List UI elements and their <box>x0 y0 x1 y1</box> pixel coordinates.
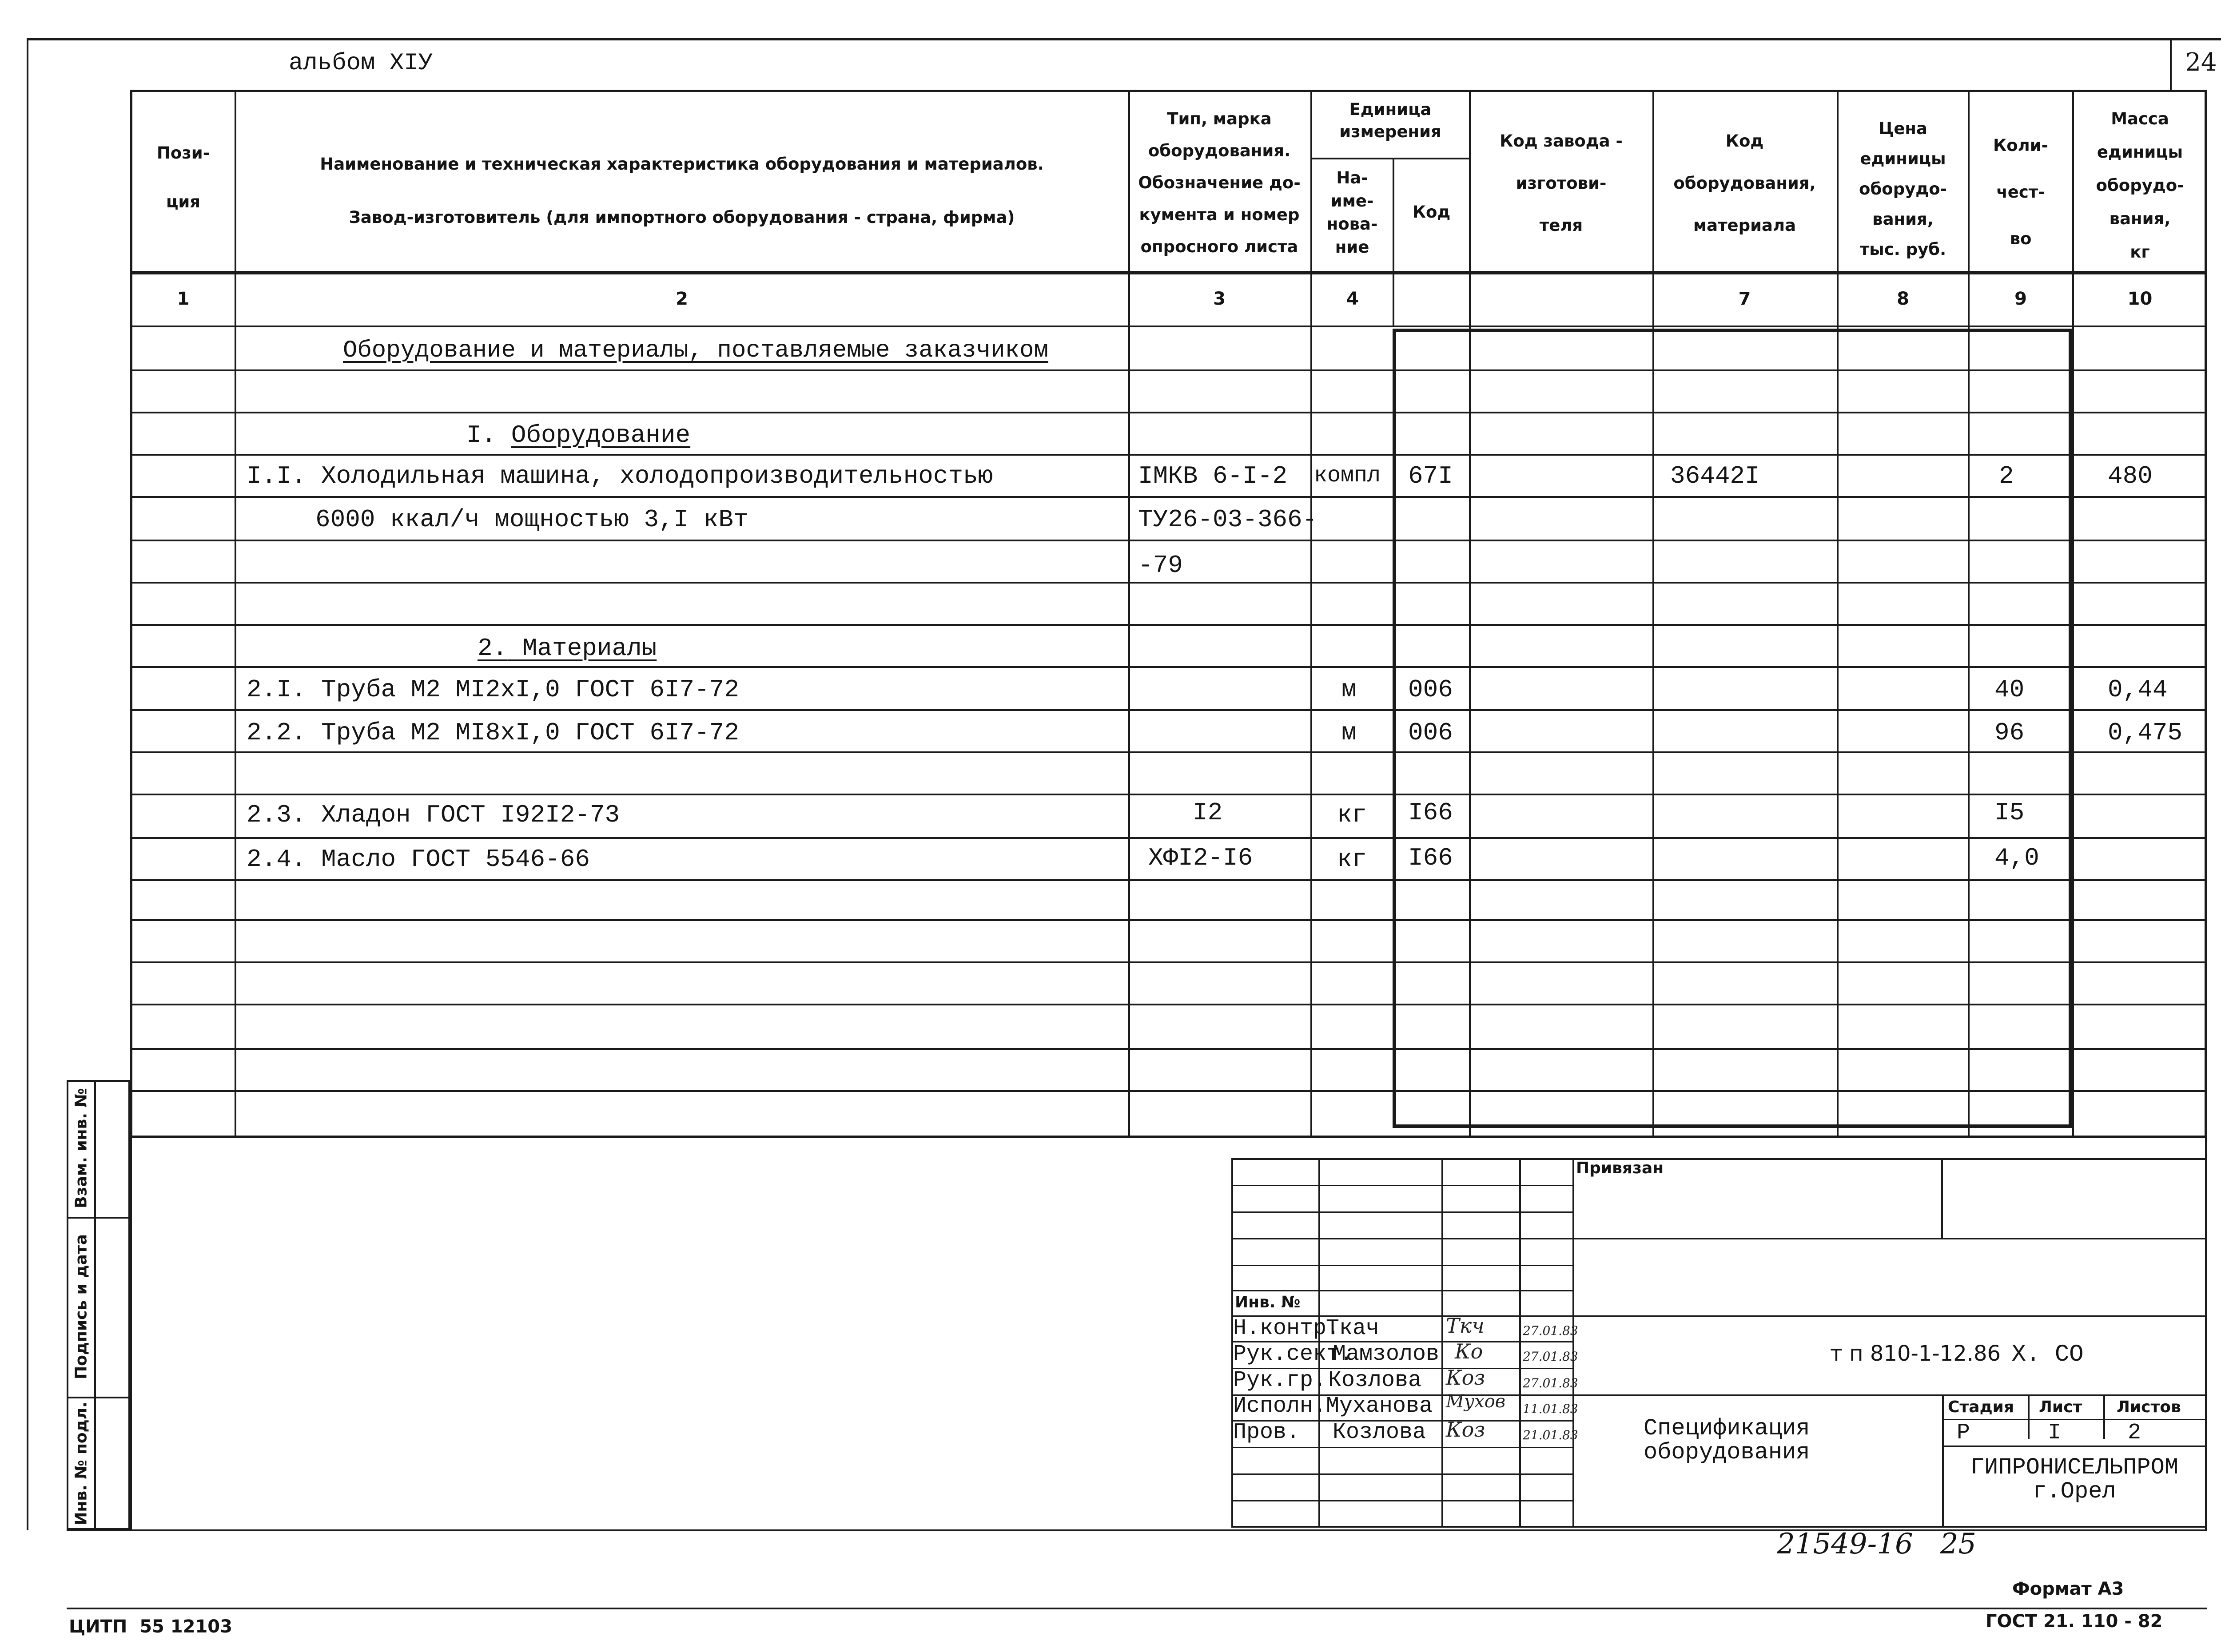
hdr-unit-name: На- име- нова- ние <box>1326 168 1378 257</box>
date-2: 27.01.83 <box>1523 1349 1578 1364</box>
name-4: Муханова <box>1326 1394 1433 1419</box>
sign-3: Коз <box>1446 1366 1485 1390</box>
name-1: Ткач <box>1326 1316 1380 1341</box>
r1b-type: ТУ26-03-366- <box>1138 505 1317 534</box>
r1-mass: 480 <box>2108 462 2153 490</box>
row-line <box>130 837 2207 839</box>
r5-unit: кг <box>1337 845 1367 874</box>
date-5: 21.01.83 <box>1523 1428 1578 1442</box>
hdr-type: Тип, марка оборудования. Обозначение до- кумента и номер опросного листа <box>1138 109 1301 256</box>
col-line-2 <box>235 90 236 1138</box>
row-line <box>130 582 2207 584</box>
sign-5: Коз <box>1446 1418 1485 1442</box>
r4-name: 2.3. Хладон ГОСТ I92I2-73 <box>247 801 620 829</box>
r3-mass: 0,475 <box>2108 719 2183 747</box>
colnum-1: 1 <box>177 289 190 309</box>
r3-name: 2.2. Труба М2 МI8хI,0 ГОСТ 6I7-72 <box>247 719 739 747</box>
col-line-4 <box>1310 90 1312 1138</box>
tb-row <box>1231 1500 1572 1501</box>
sign-1: Ткч <box>1446 1314 1485 1338</box>
name-5: Козлова <box>1333 1420 1426 1445</box>
colnum-9: 9 <box>2014 289 2027 309</box>
hdr-name: Наименование и техническая характеристика оборудования и материалов. Завод-изготовитель (для импортного оборудования - страна, фирма) <box>320 155 1044 227</box>
sheet-label: Лист <box>2039 1398 2082 1416</box>
tb-row <box>1231 1473 1572 1475</box>
tb-bottom <box>1231 1526 2207 1528</box>
row-line <box>130 1004 2207 1005</box>
colnum-bottom-line <box>130 326 2207 327</box>
bottom-rule <box>67 1608 2207 1609</box>
tb-row <box>1942 1419 2207 1420</box>
sheets-value: 2 <box>2128 1420 2141 1446</box>
row-line <box>130 454 2207 456</box>
row-line <box>130 1048 2207 1050</box>
r2-qty: 40 <box>1994 675 2025 704</box>
r5-name: 2.4. Масло ГОСТ 5546-66 <box>247 845 590 874</box>
sheets-label: Листов <box>2117 1398 2181 1416</box>
side-label-2: Подпись и дата <box>72 1234 91 1379</box>
r1-qty: 2 <box>1999 462 2014 490</box>
date-3: 27.01.83 <box>1523 1376 1578 1390</box>
date-4: 11.01.83 <box>1523 1402 1578 1416</box>
r3-qty: 96 <box>1994 719 2025 747</box>
role-1: Н.контр. <box>1233 1316 1340 1341</box>
row-line <box>130 369 2207 371</box>
r2-unit: м <box>1341 675 1357 704</box>
row-line <box>130 919 2207 921</box>
colnum-8: 8 <box>1897 289 1909 309</box>
format-label: Формат А3 <box>2012 1579 2124 1599</box>
outer-left <box>27 38 28 1530</box>
row-line <box>130 879 2207 881</box>
tb-row <box>1231 1447 1572 1448</box>
doc-code: т п 810-1-12.86 Х. СО <box>1830 1341 2084 1368</box>
role-2: Рук.сект. <box>1233 1342 1353 1367</box>
r1b-name: 6000 ккал/ч мощностью 3,I кВт <box>315 505 748 534</box>
r1-code: 67I <box>1408 462 1453 490</box>
sign-4: Мухов <box>1446 1391 1506 1412</box>
hdr-unit: Единица измерения <box>1339 100 1441 141</box>
tb-row <box>1231 1290 1572 1291</box>
r1-name: I.I. Холодильная машина, холодопроизводительностью <box>247 462 993 490</box>
role-4: Исполн. <box>1233 1394 1327 1419</box>
colnum-10: 10 <box>2127 289 2153 309</box>
tb-v6 <box>1942 1394 1944 1528</box>
r5-qty: 4,0 <box>1994 844 2039 872</box>
sheet-value: I <box>2048 1420 2062 1446</box>
hdr-unit-code: Код <box>1412 203 1451 222</box>
tb-row <box>1231 1211 1572 1213</box>
tb-v8 <box>2103 1394 2105 1439</box>
header-bottom-line <box>130 271 2207 274</box>
row-line <box>130 496 2207 498</box>
r4-code: I66 <box>1408 798 1453 827</box>
r4-qty: I5 <box>1994 798 2025 827</box>
col-line-3 <box>1128 90 1130 1138</box>
tb-v5 <box>1941 1158 1943 1238</box>
name-3: Козлова <box>1328 1368 1422 1393</box>
outer-frame <box>27 38 2221 40</box>
r5-type: ХФI2-I6 <box>1148 844 1253 872</box>
side-label-1: Взам. инв. № <box>72 1088 91 1208</box>
role-3: Рук.гр. <box>1233 1368 1327 1393</box>
hdr-plant-code: Код завода - изготови- теля <box>1500 131 1623 235</box>
hdr-mass: Масса единицы оборудо- вания, кг <box>2096 109 2184 262</box>
row-line <box>130 624 2207 626</box>
tb-v2 <box>1441 1158 1443 1527</box>
hdr-equip-code: Код оборудования, материала <box>1673 131 1816 235</box>
mat-title: 2. Материалы <box>478 634 657 663</box>
colnum-7: 7 <box>1738 289 1751 309</box>
tb-row <box>1231 1238 2207 1239</box>
date-1: 27.01.83 <box>1523 1323 1578 1338</box>
colnum-4: 4 <box>1346 289 1359 309</box>
privyazan-label: Привязан <box>1576 1159 1664 1177</box>
unit-split-line <box>1310 158 1469 159</box>
row-line <box>130 412 2207 413</box>
tb-v3 <box>1519 1158 1521 1527</box>
tb-row <box>1231 1185 1572 1186</box>
tb-v7 <box>2028 1394 2030 1439</box>
r1c-type: -79 <box>1138 551 1183 580</box>
side-line <box>67 1217 130 1219</box>
row-line <box>130 709 2207 711</box>
r5-code: I66 <box>1408 844 1453 872</box>
gost-label: ГОСТ 21. 110 - 82 <box>1986 1611 2163 1632</box>
r3-code: 006 <box>1408 719 1453 747</box>
col-line-10 <box>2072 90 2074 1138</box>
row-line <box>130 751 2207 753</box>
r1-unit: компл <box>1314 463 1381 488</box>
tb-row <box>1942 1446 2207 1447</box>
r1-equip-code: 36442I <box>1670 462 1760 490</box>
tb-v4 <box>1572 1158 1574 1527</box>
section-title: Оборудование и материалы, поставляемые заказчиком <box>343 337 1048 364</box>
r2-mass: 0,44 <box>2108 675 2168 704</box>
side-split <box>94 1080 96 1530</box>
name-2: Мамзолов <box>1333 1342 1440 1367</box>
r4-unit: кг <box>1337 801 1367 829</box>
bottom-left-code: ЦИТП 55 12103 <box>69 1616 232 1637</box>
organization: ГИПРОНИСЕЛЬПРОМ г.Орел <box>1970 1454 2179 1505</box>
sign-2: Ко <box>1455 1339 1483 1363</box>
row-line <box>130 961 2207 963</box>
row-line <box>130 666 2207 668</box>
row-line <box>130 540 2207 541</box>
handwritten-number: 21549-16 25 <box>1777 1528 1977 1561</box>
r1-type: IМКВ 6-I-2 <box>1138 462 1288 490</box>
highlight-box <box>1393 329 2072 1128</box>
colnum-2: 2 <box>676 289 688 309</box>
inv-label: Инв. № <box>1235 1293 1301 1311</box>
colnum-3: 3 <box>1213 289 1226 309</box>
row-line <box>130 794 2207 795</box>
hdr-position: Пози- ция <box>156 143 210 211</box>
sheet-number: 24 <box>2185 48 2217 77</box>
hdr-qty: Коли- чест- во <box>1993 136 2049 248</box>
r2-code: 006 <box>1408 675 1453 704</box>
equip-title: I. Оборудование <box>466 421 691 449</box>
lower-left-line <box>130 1137 132 1530</box>
stage-value: Р <box>1957 1420 1970 1446</box>
row-line <box>130 1090 2207 1092</box>
hdr-price: Цена единицы оборудо- вания, тыс. руб. <box>1859 119 1947 259</box>
doc-title: Спецификация оборудования <box>1644 1415 1810 1465</box>
r3-unit: м <box>1341 719 1357 747</box>
col-line-5 <box>1393 158 1394 326</box>
side-label-3: Инв. № подл. <box>72 1402 91 1525</box>
album-label: альбом XIУ <box>289 50 433 77</box>
tb-row <box>1231 1265 1572 1266</box>
r2-name: 2.I. Труба М2 МI2хI,0 ГОСТ 6I7-72 <box>247 675 739 704</box>
stage-label: Стадия <box>1948 1398 2014 1416</box>
role-5: Пров. <box>1233 1420 1300 1445</box>
r4-type: I2 <box>1193 798 1223 827</box>
